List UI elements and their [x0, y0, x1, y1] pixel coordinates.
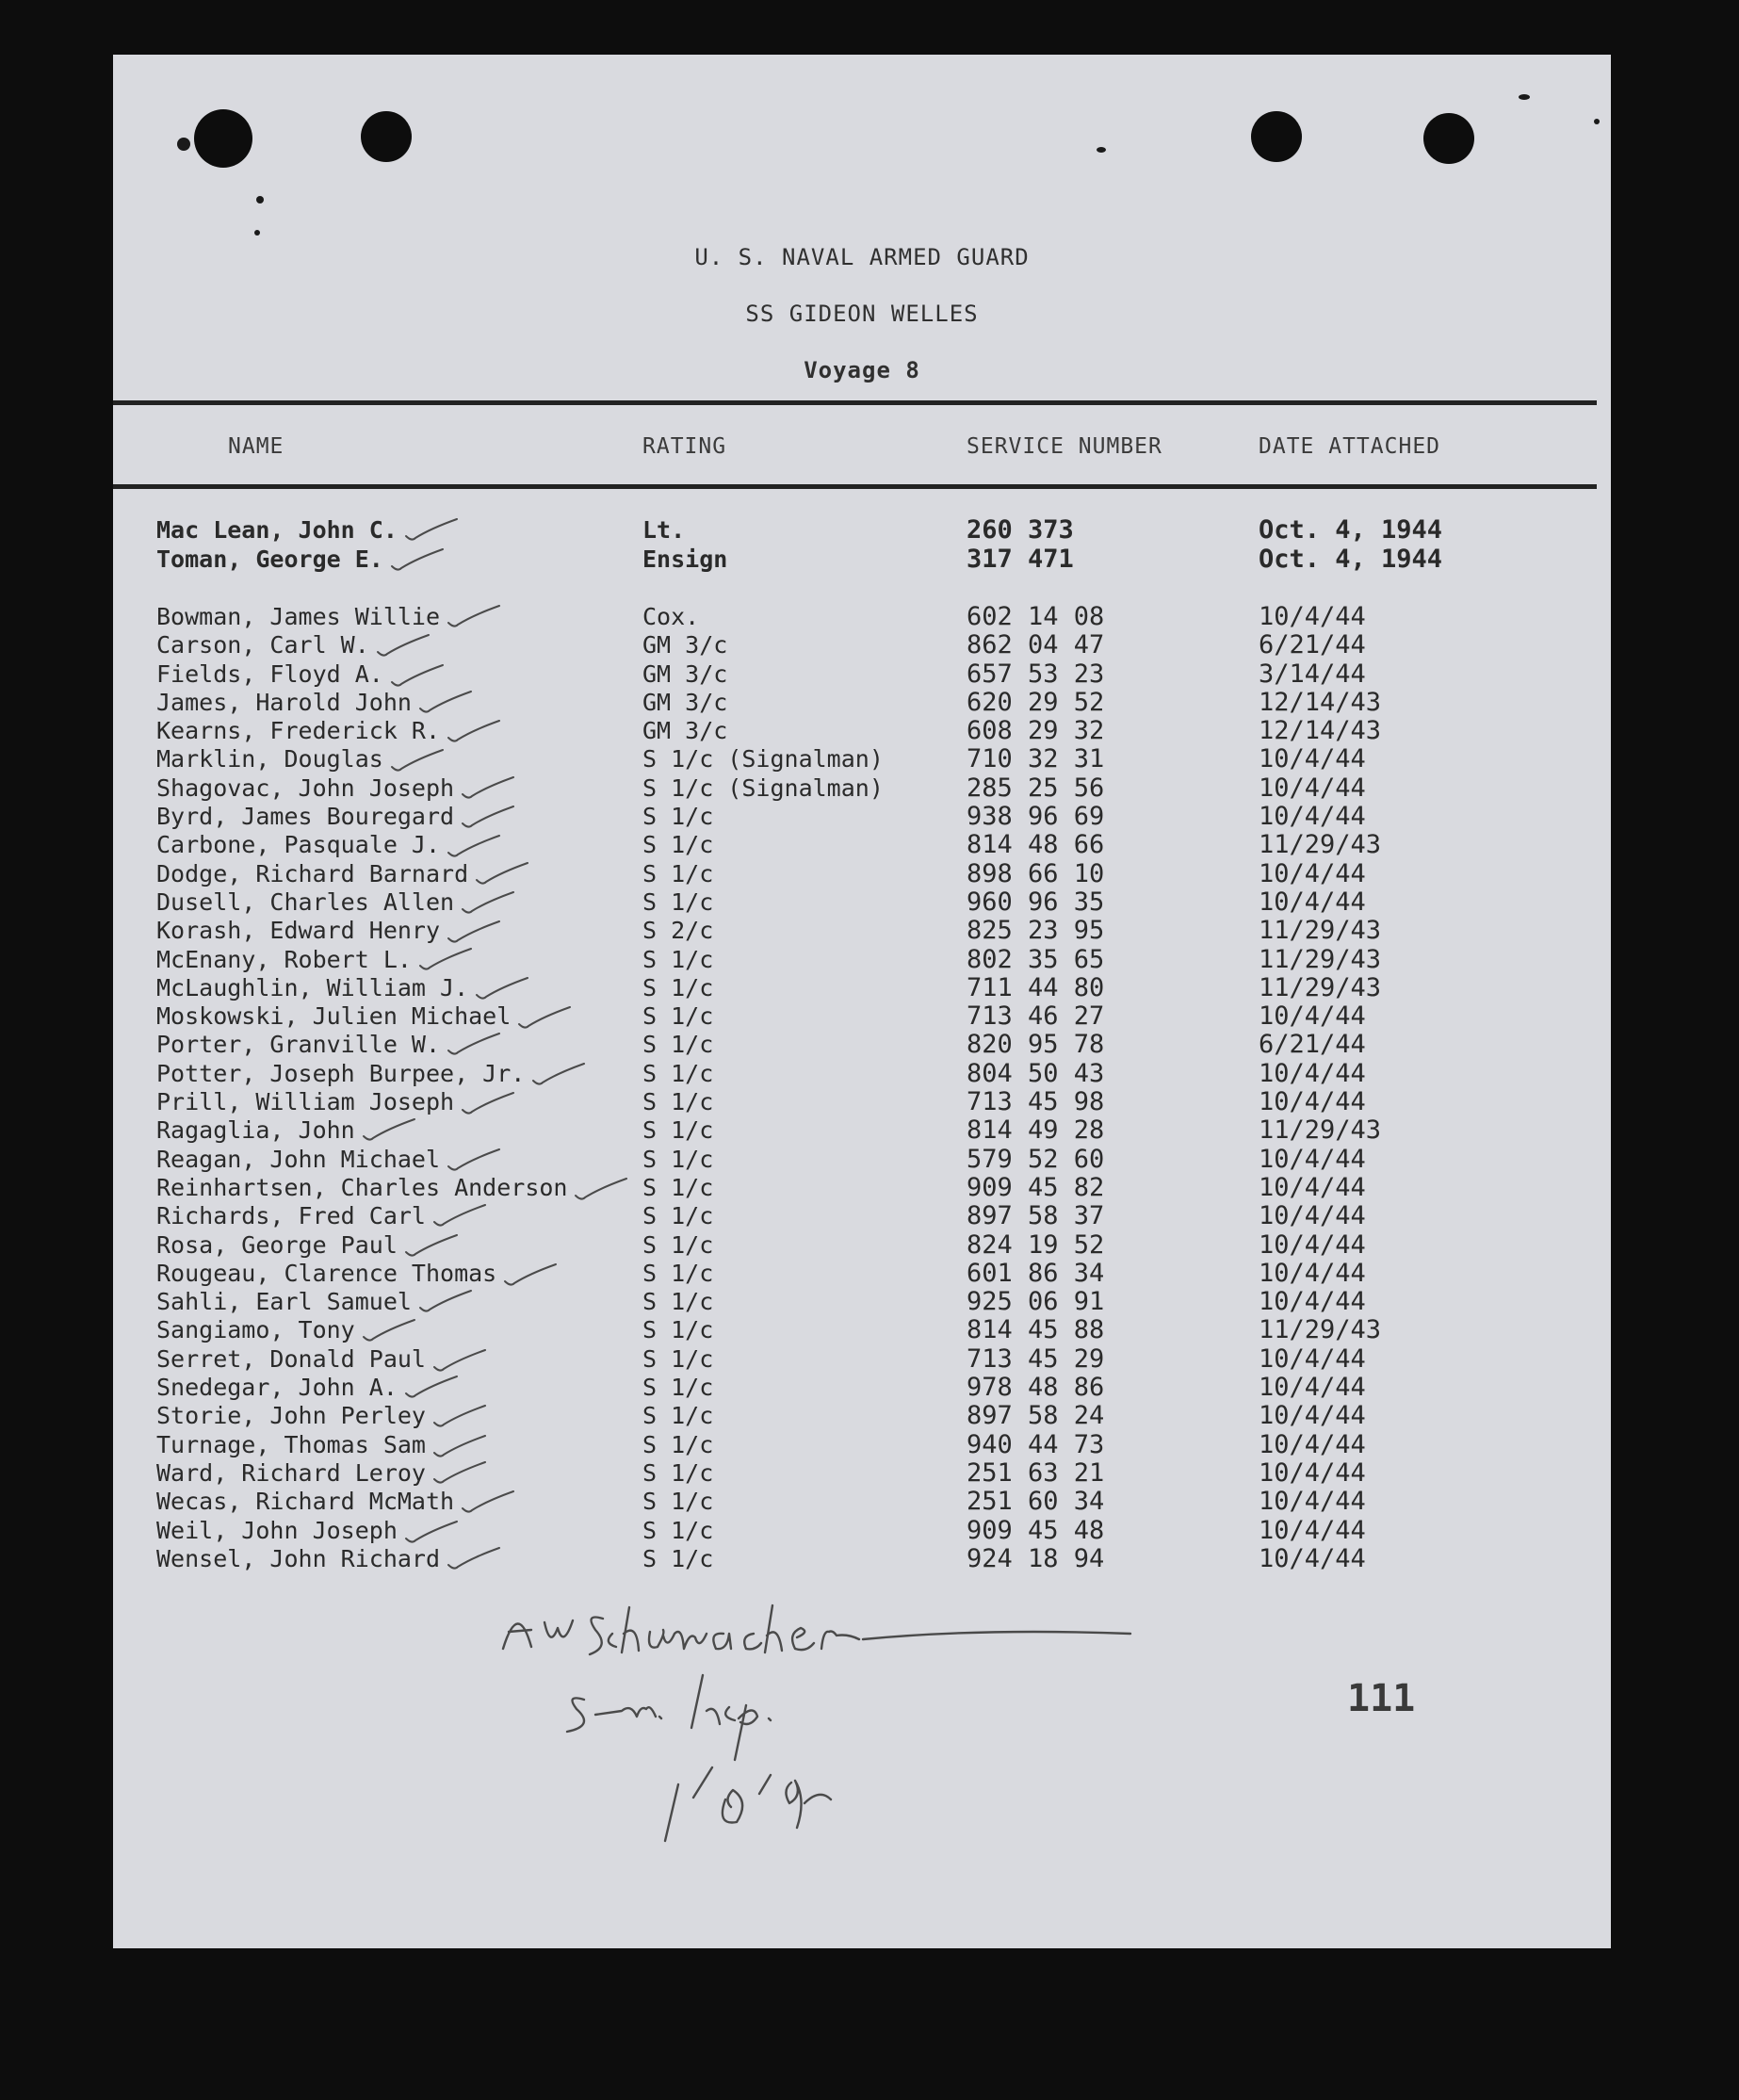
crew-name: Reinhartsen, Charles Anderson: [156, 1173, 568, 1201]
crew-row: [113, 1231, 1611, 1260]
crew-rating: S 1/c: [642, 1202, 714, 1230]
crew-rating: S 1/c (Signalman): [642, 745, 884, 773]
crew-row: [113, 831, 1611, 859]
crew-date-attached: 10/4/44: [1259, 858, 1366, 888]
crew-rating: S 1/c: [642, 1430, 714, 1458]
check-mark-icon: [418, 1288, 475, 1316]
crew-service-number: 251 60 34: [967, 1487, 1105, 1517]
crew-service-number: 260 373: [967, 515, 1074, 545]
check-mark-icon: [404, 1517, 461, 1545]
check-mark-icon: [461, 888, 517, 917]
check-mark-icon: [404, 516, 461, 545]
crew-row: [113, 1488, 1611, 1516]
check-mark-icon: [531, 1060, 588, 1088]
crew-name: Potter, Joseph Burpee, Jr.: [156, 1059, 526, 1087]
check-mark-icon: [432, 1459, 489, 1488]
crew-name: Rosa, George Paul: [156, 1230, 398, 1259]
check-mark-icon: [390, 660, 447, 689]
crew-rating: S 2/c: [642, 917, 714, 945]
crew-service-number: 897 58 37: [967, 1201, 1105, 1231]
crew-name: Rougeau, Clarence Thomas: [156, 1259, 497, 1287]
crew-rating: S 1/c: [642, 1259, 714, 1287]
crew-name: Wensel, John Richard: [156, 1544, 441, 1572]
crew-name: McLaughlin, William J.: [156, 973, 469, 1001]
crew-row: [113, 888, 1611, 917]
crew-name: Dodge, Richard Barnard: [156, 859, 469, 887]
crew-name: Sahli, Earl Samuel: [156, 1288, 412, 1316]
crew-row: [113, 1517, 1611, 1545]
crew-row: [113, 1545, 1611, 1573]
crew-date-attached: 10/4/44: [1259, 1287, 1366, 1317]
crew-row: [113, 631, 1611, 659]
ink-speck: [1097, 147, 1106, 153]
crew-row: [113, 917, 1611, 945]
check-mark-icon: [461, 774, 517, 803]
crew-rating: S 1/c: [642, 945, 714, 973]
column-header-service-number: SERVICE NUMBER: [967, 434, 1162, 459]
crew-name: Weil, John Joseph: [156, 1516, 398, 1544]
crew-service-number: 711 44 80: [967, 972, 1105, 1002]
crew-service-number: 602 14 08: [967, 602, 1105, 631]
check-mark-icon: [390, 545, 447, 574]
crew-name: Ragaglia, John: [156, 1116, 355, 1145]
crew-name: Carbone, Pasquale J.: [156, 831, 441, 859]
crew-rating: S 1/c: [642, 1374, 714, 1402]
crew-rating: S 1/c: [642, 1402, 714, 1430]
crew-date-attached: 10/4/44: [1259, 1001, 1366, 1032]
crew-date-attached: 10/4/44: [1259, 1429, 1366, 1459]
check-mark-icon: [503, 1260, 560, 1288]
check-mark-icon: [447, 831, 503, 859]
check-mark-icon: [447, 1146, 503, 1174]
handwritten-signature: [490, 1581, 1206, 1864]
crew-name: Ward, Richard Leroy: [156, 1458, 426, 1487]
check-mark-icon: [418, 946, 475, 974]
ink-speck: [177, 138, 190, 151]
crew-rating: S 1/c: [642, 973, 714, 1001]
crew-date-attached: 6/21/44: [1259, 1030, 1366, 1060]
crew-rating: Cox.: [642, 603, 700, 630]
crew-service-number: 814 49 28: [967, 1115, 1105, 1146]
check-mark-icon: [574, 1174, 630, 1202]
check-mark-icon: [376, 631, 432, 659]
crew-name: Byrd, James Bouregard: [156, 803, 455, 831]
crew-rating: S 1/c: [642, 1059, 714, 1087]
crew-row: [113, 1402, 1611, 1430]
unit-title: U. S. NAVAL ARMED GUARD: [694, 244, 1030, 270]
check-mark-icon: [447, 717, 503, 745]
crew-date-attached: 10/4/44: [1259, 1172, 1366, 1202]
crew-rating: S 1/c: [642, 1488, 714, 1516]
crew-date-attached: 11/29/43: [1259, 916, 1382, 946]
crew-service-number: 824 19 52: [967, 1229, 1105, 1260]
check-mark-icon: [475, 860, 531, 888]
crew-service-number: 820 95 78: [967, 1030, 1105, 1060]
crew-date-attached: 10/4/44: [1259, 1543, 1366, 1573]
crew-name: Serret, Donald Paul: [156, 1344, 426, 1373]
crew-date-attached: 11/29/43: [1259, 830, 1382, 860]
crew-service-number: 608 29 32: [967, 716, 1105, 746]
crew-date-attached: 11/29/43: [1259, 972, 1382, 1002]
ink-speck: [256, 196, 264, 203]
crew-name: Carson, Carl W.: [156, 631, 369, 659]
crew-date-attached: 11/29/43: [1259, 944, 1382, 974]
crew-service-number: 960 96 35: [967, 887, 1105, 917]
officer-row: [113, 516, 1611, 545]
crew-name: Snedegar, John A.: [156, 1374, 398, 1402]
signature-name: A W Schumacher: [490, 1853, 506, 1855]
crew-name: Reagan, John Michael: [156, 1145, 441, 1173]
crew-name: Porter, Granville W.: [156, 1031, 441, 1059]
crew-rating: S 1/c: [642, 1458, 714, 1487]
crew-rating: S 1/c: [642, 1316, 714, 1344]
crew-date-attached: 10/4/44: [1259, 1058, 1366, 1088]
crew-rating: S 1/c: [642, 1002, 714, 1031]
crew-row: [113, 689, 1611, 717]
crew-row: [113, 1374, 1611, 1402]
voyage-label: Voyage 8: [804, 357, 920, 383]
crew-name: Fields, Floyd A.: [156, 659, 383, 688]
crew-date-attached: 10/4/44: [1259, 1487, 1366, 1517]
crew-name: Sangiamo, Tony: [156, 1316, 355, 1344]
crew-row: [113, 946, 1611, 974]
crew-rating: S 1/c: [642, 1516, 714, 1544]
crew-rating: Lt.: [642, 516, 686, 544]
crew-date-attached: 10/4/44: [1259, 744, 1366, 774]
crew-date-attached: 10/4/44: [1259, 1201, 1366, 1231]
crew-service-number: 978 48 86: [967, 1373, 1105, 1403]
crew-service-number: 909 45 82: [967, 1172, 1105, 1202]
crew-service-number: 814 45 88: [967, 1315, 1105, 1345]
crew-rating: S 1/c: [642, 1145, 714, 1173]
crew-row: [113, 1002, 1611, 1031]
crew-name: Bowman, James Willie: [156, 603, 441, 630]
crew-date-attached: 10/4/44: [1259, 773, 1366, 803]
crew-row: [113, 717, 1611, 745]
check-mark-icon: [461, 1088, 517, 1116]
crew-date-attached: 10/4/44: [1259, 1373, 1366, 1403]
signature-date: 1/20/45: [490, 1861, 498, 1863]
crew-date-attached: 12/14/43: [1259, 687, 1382, 717]
crew-row: [113, 745, 1611, 773]
crew-date-attached: 10/4/44: [1259, 1457, 1366, 1488]
crew-service-number: 814 48 66: [967, 830, 1105, 860]
crew-service-number: 285 25 56: [967, 773, 1105, 803]
check-mark-icon: [475, 974, 531, 1002]
check-mark-icon: [390, 745, 447, 773]
crew-service-number: 802 35 65: [967, 944, 1105, 974]
crew-rating: S 1/c: [642, 1173, 714, 1201]
crew-rating: S 1/c: [642, 1288, 714, 1316]
crew-row: [113, 974, 1611, 1002]
crew-date-attached: 11/29/43: [1259, 1315, 1382, 1345]
crew-service-number: 925 06 91: [967, 1287, 1105, 1317]
punch-hole: [1423, 113, 1474, 164]
crew-row: [113, 1345, 1611, 1374]
column-header-date-attached: DATE ATTACHED: [1259, 434, 1441, 459]
crew-name: Prill, William Joseph: [156, 1088, 455, 1116]
crew-row: [113, 1288, 1611, 1316]
crew-service-number: 909 45 48: [967, 1515, 1105, 1545]
crew-service-number: 657 53 23: [967, 659, 1105, 689]
crew-row: [113, 1459, 1611, 1488]
crew-name: Moskowski, Julien Michael: [156, 1002, 512, 1031]
crew-rating: GM 3/c: [642, 631, 728, 659]
crew-row: [113, 1031, 1611, 1059]
crew-rating: S 1/c: [642, 831, 714, 859]
check-mark-icon: [404, 1231, 461, 1260]
crew-list: [113, 603, 1611, 1573]
crew-name: Kearns, Frederick R.: [156, 717, 441, 745]
page-number: 111: [1347, 1677, 1416, 1720]
check-mark-icon: [461, 803, 517, 831]
crew-name: Dusell, Charles Allen: [156, 887, 455, 916]
crew-row: [113, 1202, 1611, 1230]
crew-service-number: 601 86 34: [967, 1258, 1105, 1288]
crew-name: Marklin, Douglas: [156, 745, 383, 773]
crew-row: [113, 603, 1611, 631]
crew-service-number: 804 50 43: [967, 1058, 1105, 1088]
crew-row: [113, 860, 1611, 888]
crew-name: Mac Lean, John C.: [156, 516, 398, 544]
crew-service-number: 317 471: [967, 545, 1074, 574]
crew-date-attached: 10/4/44: [1259, 1229, 1366, 1260]
crew-rating: S 1/c: [642, 887, 714, 916]
crew-rating: GM 3/c: [642, 659, 728, 688]
crew-name: Korash, Edward Henry: [156, 917, 441, 945]
crew-date-attached: 10/4/44: [1259, 802, 1366, 832]
crew-date-attached: Oct. 4, 1944: [1259, 515, 1443, 545]
crew-service-number: 898 66 10: [967, 858, 1105, 888]
crew-date-attached: 10/4/44: [1259, 1144, 1366, 1174]
crew-row: [113, 660, 1611, 689]
crew-rating: S 1/c: [642, 1116, 714, 1145]
crew-service-number: 579 52 60: [967, 1144, 1105, 1174]
crew-service-number: 710 32 31: [967, 744, 1105, 774]
crew-date-attached: 10/4/44: [1259, 1343, 1366, 1374]
crew-service-number: 938 96 69: [967, 802, 1105, 832]
check-mark-icon: [362, 1116, 418, 1145]
column-header-name: NAME: [228, 434, 284, 459]
crew-date-attached: 10/4/44: [1259, 1515, 1366, 1545]
crew-date-attached: Oct. 4, 1944: [1259, 545, 1443, 574]
check-mark-icon: [432, 1345, 489, 1374]
crew-row: [113, 1116, 1611, 1145]
officer-row: [113, 545, 1611, 575]
officer-list: [113, 516, 1611, 575]
check-mark-icon: [447, 1545, 503, 1573]
punch-hole: [194, 109, 252, 168]
crew-row: [113, 1088, 1611, 1116]
crew-date-attached: 10/4/44: [1259, 602, 1366, 631]
check-mark-icon: [432, 1431, 489, 1459]
crew-date-attached: 10/4/44: [1259, 1258, 1366, 1288]
crew-service-number: 713 45 98: [967, 1087, 1105, 1117]
crew-row: [113, 803, 1611, 831]
crew-row: [113, 1431, 1611, 1459]
document-page: [113, 55, 1611, 1948]
header-rule-bottom: [113, 484, 1597, 489]
crew-date-attached: 10/4/44: [1259, 887, 1366, 917]
check-mark-icon: [447, 917, 503, 945]
punch-hole: [1251, 111, 1302, 162]
ship-name: SS GIDEON WELLES: [745, 301, 979, 327]
check-mark-icon: [517, 1002, 574, 1031]
crew-name: McEnany, Robert L.: [156, 945, 412, 973]
crew-date-attached: 10/4/44: [1259, 1401, 1366, 1431]
crew-rating: GM 3/c: [642, 688, 728, 716]
ink-speck: [1519, 94, 1530, 100]
crew-rating: GM 3/c: [642, 717, 728, 745]
crew-rating: S 1/c (Signalman): [642, 773, 884, 802]
crew-rating: S 1/c: [642, 1230, 714, 1259]
crew-rating: Ensign: [642, 545, 728, 573]
document-header: [113, 229, 1611, 399]
signature-title: Imm. Insp.: [490, 1857, 502, 1859]
crew-row: [113, 1174, 1611, 1202]
crew-row: [113, 774, 1611, 803]
crew-service-number: 940 44 73: [967, 1429, 1105, 1459]
crew-date-attached: 10/4/44: [1259, 1087, 1366, 1117]
column-header-rating: RATING: [642, 434, 727, 459]
check-mark-icon: [418, 689, 475, 717]
crew-date-attached: 11/29/43: [1259, 1115, 1382, 1146]
check-mark-icon: [362, 1316, 418, 1344]
check-mark-icon: [432, 1402, 489, 1430]
crew-name: Richards, Fred Carl: [156, 1202, 426, 1230]
crew-name: Shagovac, John Joseph: [156, 773, 455, 802]
crew-row: [113, 1060, 1611, 1088]
crew-service-number: 713 45 29: [967, 1343, 1105, 1374]
check-mark-icon: [461, 1488, 517, 1516]
crew-rating: S 1/c: [642, 1544, 714, 1572]
crew-service-number: 862 04 47: [967, 630, 1105, 660]
crew-name: Toman, George E.: [156, 545, 383, 573]
header-rule-top: [113, 400, 1597, 405]
check-mark-icon: [447, 603, 503, 631]
ink-speck: [1594, 119, 1600, 124]
crew-rating: S 1/c: [642, 1088, 714, 1116]
crew-row: [113, 1146, 1611, 1174]
crew-service-number: 620 29 52: [967, 687, 1105, 717]
check-mark-icon: [447, 1031, 503, 1059]
crew-name: Turnage, Thomas Sam: [156, 1430, 426, 1458]
crew-service-number: 251 63 21: [967, 1457, 1105, 1488]
crew-date-attached: 6/21/44: [1259, 630, 1366, 660]
crew-rating: S 1/c: [642, 859, 714, 887]
crew-date-attached: 3/14/44: [1259, 659, 1366, 689]
crew-service-number: 897 58 24: [967, 1401, 1105, 1431]
crew-service-number: 924 18 94: [967, 1543, 1105, 1573]
crew-row: [113, 1260, 1611, 1288]
crew-name: Wecas, Richard McMath: [156, 1488, 455, 1516]
punch-hole: [361, 111, 412, 162]
crew-row: [113, 1316, 1611, 1344]
crew-service-number: 713 46 27: [967, 1001, 1105, 1032]
crew-date-attached: 12/14/43: [1259, 716, 1382, 746]
crew-name: James, Harold John: [156, 688, 412, 716]
crew-name: Storie, John Perley: [156, 1402, 426, 1430]
crew-rating: S 1/c: [642, 803, 714, 831]
crew-service-number: 825 23 95: [967, 916, 1105, 946]
crew-rating: S 1/c: [642, 1031, 714, 1059]
check-mark-icon: [404, 1374, 461, 1402]
crew-rating: S 1/c: [642, 1344, 714, 1373]
check-mark-icon: [432, 1202, 489, 1230]
